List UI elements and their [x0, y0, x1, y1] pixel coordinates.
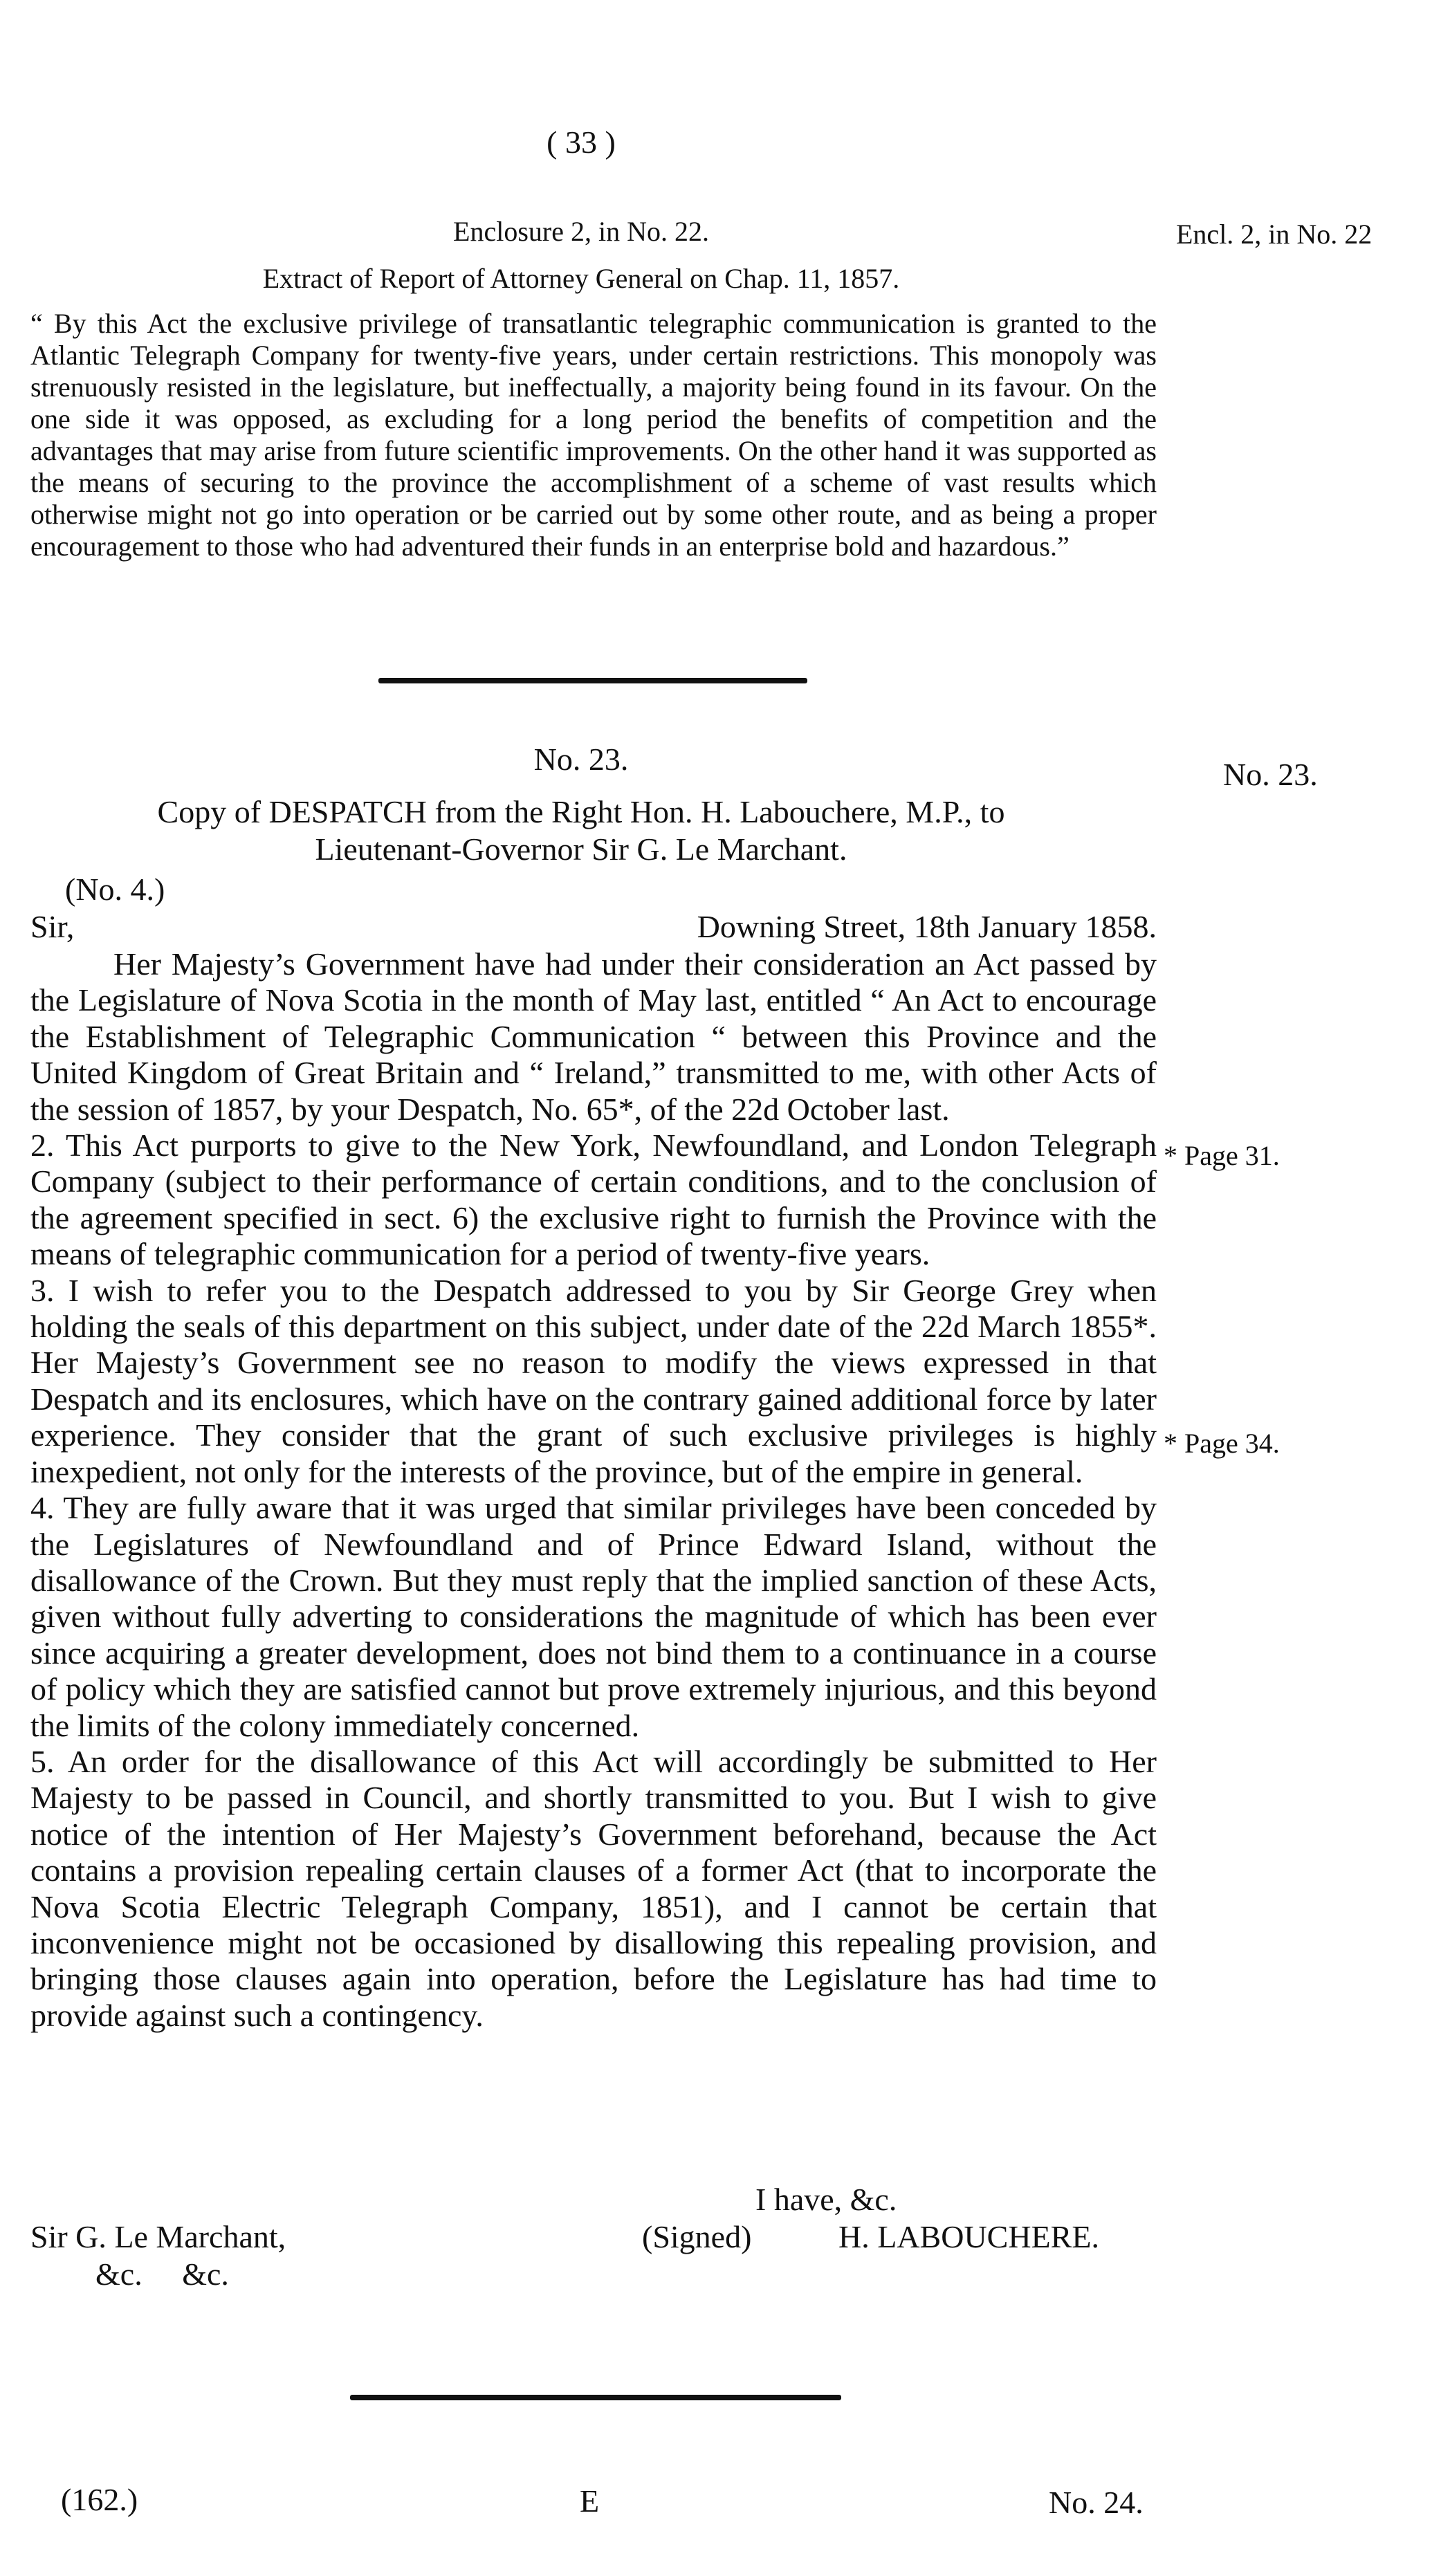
despatch-paragraph-4: 4. They are fully aware that it was urged that similar privileges have been conceded by the Legislatures of Newfoundland and of Prince Edward Island, without the disallowance of the Crown. But they must reply that the implied sanction of these Acts, given without fully adverting to considerations the magnitude of which has been ever since acquiring a greater development, does not bind them to a continuance in a course of policy which they are satisfied cannot but prove extremely injurious, and this beyond the limits of the colony immediately concerned. [30, 1490, 1157, 1743]
enclosure-heading: Enclosure 2, in No. 22. [453, 216, 709, 247]
salutation: Sir, [30, 909, 75, 944]
addressee-etc: &c. &c. [95, 2256, 229, 2292]
closing: I have, &c. [755, 2182, 897, 2217]
section-divider [378, 678, 807, 683]
enclosure-margin-note: Encl. 2, in No. 22 [1176, 219, 1373, 250]
despatch-margin-number: No. 23. [1223, 757, 1318, 792]
despatch-paragraph-5: 5. An order for the disallowance of this Act will accordingly be submitted to Her Majesty to be passed in Council, and shortly transmitted to you. But I wish to give notice of the intention of Her Majesty’s Government beforehand, because the Act contains a provision repealing certain clauses of a former Act (that to incorporate the Nova Scotia Electric Telegraph Company, 1851), and I cannot be certain that inconvenience might not be occasioned by disallowing this repealing provision, and bringing those clauses again into operation, before the Legislature has had time to provide against such a contingency. [30, 1743, 1157, 2033]
despatch-body [30, 946, 1157, 2034]
despatch-number: No. 23. [533, 742, 629, 777]
despatch-paragraph-1: Her Majesty’s Government have had under their consideration an Act passed by the Legislature of Nova Scotia in the month of May last, entitled “ An Act to encourage the Establishment of Telegraphic Communication “ between this Province and the United Kingdom of Great Britain and “ Ireland,” transmitted to me, with other Acts of the session of 1857, by your Despatch, No. 65*, of the 22d October last. [30, 946, 1157, 1127]
address-date: Downing Street, 18th January 1858. [697, 909, 1157, 944]
addressee: Sir G. Le Marchant, [30, 2219, 286, 2254]
signature-mark: E [580, 2483, 600, 2519]
despatch-ref: (No. 4.) [65, 872, 165, 907]
margin-note-page-34: * Page 34. [1164, 1428, 1280, 1459]
despatch-title-line2: Lieutenant-Governor Sir G. Le Marchant. [315, 831, 847, 867]
next-number: No. 24. [1049, 2485, 1144, 2520]
despatch-paragraph-3: 3. I wish to refer you to the Despatch addressed to you by Sir George Grey when holding the seals of this department on this subject, under date of the 22d March 1855*. Her Majesty’s Government see no reason to modify the views expressed in that Despatch and its enclosures, which have on the contrary gained additional force by later experience. They consider that the grant of such exclusive privileges is highly inexpedient, not only for the interests of the province, but of the empire in general. [30, 1272, 1157, 1489]
signed-label: (Signed) [642, 2219, 752, 2254]
signatory: H. LABOUCHERE. [838, 2219, 1099, 2254]
enclosure-paragraph: “ By this Act the exclusive privilege of transatlantic telegraphic communication is granted to the Atlantic Telegraph Company for twenty-five years, under certain restrictions. This monopoly was strenuously resisted in the legislature, but ineffectually, a majority being found in its favour. On the one side it was opposed, as excluding for a long period the benefits of competition and the advantages that may arise from future scientific improvements. On the other hand it was supported as the means of securing to the province the accomplishment of a scheme of vast results which otherwise might not go into operation or be carried out by some other route, and as being a proper encouragement to those who had adventured their funds in an enterprise bold and hazardous.” [30, 308, 1157, 562]
page-number: ( 33 ) [547, 125, 616, 160]
despatch-paragraph-2: 2. This Act purports to give to the New York, Newfoundland, and London Telegraph Company (subject to their performance of certain conditions, and to the conclusion of the agreement specified in sect. 6) the exclusive right to furnish the Province with the means of telegraphic communication for a period of twenty-five years. [30, 1128, 1157, 1272]
extract-title: Extract of Report of Attorney General on Chap. 11, 1857. [262, 263, 900, 294]
margin-note-page-31: * Page 31. [1164, 1140, 1280, 1171]
despatch-title-line1: Copy of DESPATCH from the Right Hon. H. Labouchere, M.P., to [157, 794, 1005, 829]
print-number: (162.) [61, 2482, 138, 2517]
footer-divider [350, 2395, 841, 2400]
